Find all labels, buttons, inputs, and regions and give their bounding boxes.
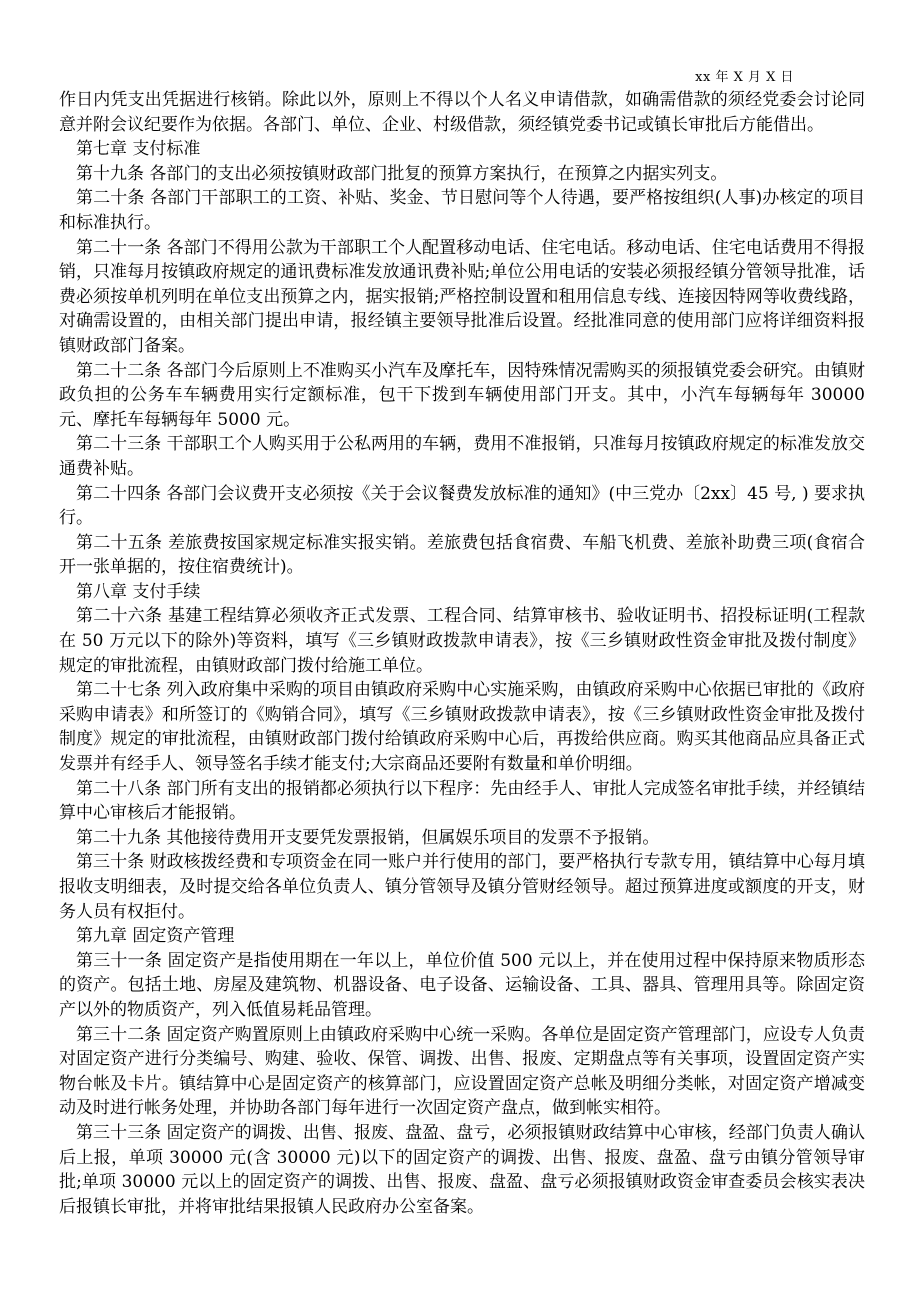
article-30: 第三十条 财政核拨经费和专项资金在同一账户并行使用的部门，要严格执行专款专用，镇结算中心每月填报收支明细表，及时提交给各单位负责人、镇分管领导及镇分管财经领导。超过预算进度或额度的开支，财务人员有权拒付。 <box>59 852 865 922</box>
article-26: 第二十六条 基建工程结算必须收齐正式发票、工程合同、结算审核书、验收证明书、招投标证明(工程款在 50 万元以下的除外)等资料，填写《三乡镇财政拨款申请表》，按《三乡镇财政性资金审批及拨付制度》规定的审批流程，由镇财政部门拨付给施工单位。 <box>59 606 865 676</box>
paragraph-continuation: 作日内凭支出凭据进行核销。除此以外，原则上不得以个人名义申请借款，如确需借款的须经党委会讨论同意并附会议纪要作为依据。各部门、单位、企业、村级借款，须经镇党委书记或镇长审批后方能借出。 <box>59 90 865 135</box>
header-date: xx 年 X 月 X 日 <box>695 70 794 85</box>
article-23: 第二十三条 干部职工个人购买用于公私两用的车辆，费用不准报销，只准每月按镇政府规定的标准发放交通费补贴。 <box>59 434 865 479</box>
article-31: 第三十一条 固定资产是指使用期在一年以上，单位价值 500 元以上，并在使用过程中保持原来物质形态的资产。包括土地、房屋及建筑物、机器设备、电子设备、运输设备、工具、器具、管理用具等。除固定资产以外的物质资产，列入低值易耗品管理。 <box>59 950 865 1020</box>
chapter-heading-7: 第七章 支付标准 <box>76 139 201 160</box>
article-27: 第二十七条 列入政府集中采购的项目由镇政府采购中心实施采购，由镇政府采购中心依据已审批的《政府采购申请表》和所签订的《购销合同》，填写《三乡镇财政拨款申请表》，按《三乡镇财政性资金审批及拨付制度》规定的审批流程，由镇财政部门拨付给镇政府采购中心后，再拨给供应商。购买其他商品应具备正式发票并有经手人、领导签名手续才能支付;大宗商品还要附有数量和单价明细。 <box>59 680 865 775</box>
article-19: 第十九条 各部门的支出必须按镇财政部门批复的预算方案执行，在预算之内据实列支。 <box>76 163 728 184</box>
article-21: 第二十一条 各部门不得用公款为干部职工个人配置移动电话、住宅电话。移动电话、住宅电话费用不得报销，只准每月按镇政府规定的通讯费标准发放通讯费补贴;单位公用电话的安装必须报经镇分管领导批准，话费必须按单机列明在单位支出预算之内，据实报销;严格控制设置和租用信息专线、连接因特网等收费线路，对确需设置的，由相关部门提出申请，报经镇主要领导批准后设置。经批准同意的使用部门应将详细资料报镇财政部门备案。 <box>59 237 865 356</box>
chapter-heading-9: 第九章 固定资产管理 <box>76 926 235 947</box>
article-28: 第二十八条 部门所有支出的报销都必须执行以下程序：先由经手人、审批人完成签名审批手续，并经镇结算中心审核后才能报销。 <box>59 778 865 824</box>
article-29: 第二十九条 其他接待费用开支要凭发票报销，但属娱乐项目的发票不予报销。 <box>76 827 660 848</box>
article-20: 第二十条 各部门干部职工的工资、补贴、奖金、节日慰问等个人待遇，要严格按组织(人事)办核定的项目和标准执行。 <box>59 188 865 233</box>
article-33: 第三十三条 固定资产的调拨、出售、报废、盘盈、盘亏，必须报镇财政结算中心审核，经部门负责人确认后上报，单项 30000 元(含 30000 元)以下的固定资产的调拨、出售、报废、盘盈、盘亏由镇分管领导审批;单项 30000 元以上的固定资产的调拨、出售、报废、盘盈、盘亏必须报镇财政资金审查委员会核实表决后报镇长审批，并将审批结果报镇人民政府办公室备案。 <box>59 1122 865 1217</box>
article-24: 第二十四条 各部门会议费开支必须按《关于会议餐费发放标准的通知》(中三党办〔2xx〕45 号, ) 要求执行。 <box>59 483 865 529</box>
article-25: 第二十五条 差旅费按国家规定标准实报实销。差旅费包括食宿费、车船飞机费、差旅补助费三项(食宿合开一张单据的，按住宿费统计)。 <box>59 532 865 578</box>
document-body <box>59 88 865 1219</box>
article-22: 第二十二条 各部门今后原则上不准购买小汽车及摩托车，因特殊情况需购买的须报镇党委会研究。由镇财政负担的公务车车辆费用实行定额标准，包干下拨到车辆使用部门开支。其中，小汽车每辆每年 30000 元、摩托车每辆每年 5000 元。 <box>59 360 865 430</box>
article-32: 第三十二条 固定资产购置原则上由镇政府采购中心统一采购。各单位是固定资产管理部门，应设专人负责对固定资产进行分类编号、购建、验收、保管、调拨、出售、报废、定期盘点等有关事项，设置固定资产实物台帐及卡片。镇结算中心是固定资产的核算部门，应设置固定资产总帐及明细分类帐，对固定资产增减变动及时进行帐务处理，并协助各部门每年进行一次固定资产盘点，做到帐实相符。 <box>59 1024 865 1119</box>
chapter-heading-8: 第八章 支付手续 <box>76 581 201 602</box>
